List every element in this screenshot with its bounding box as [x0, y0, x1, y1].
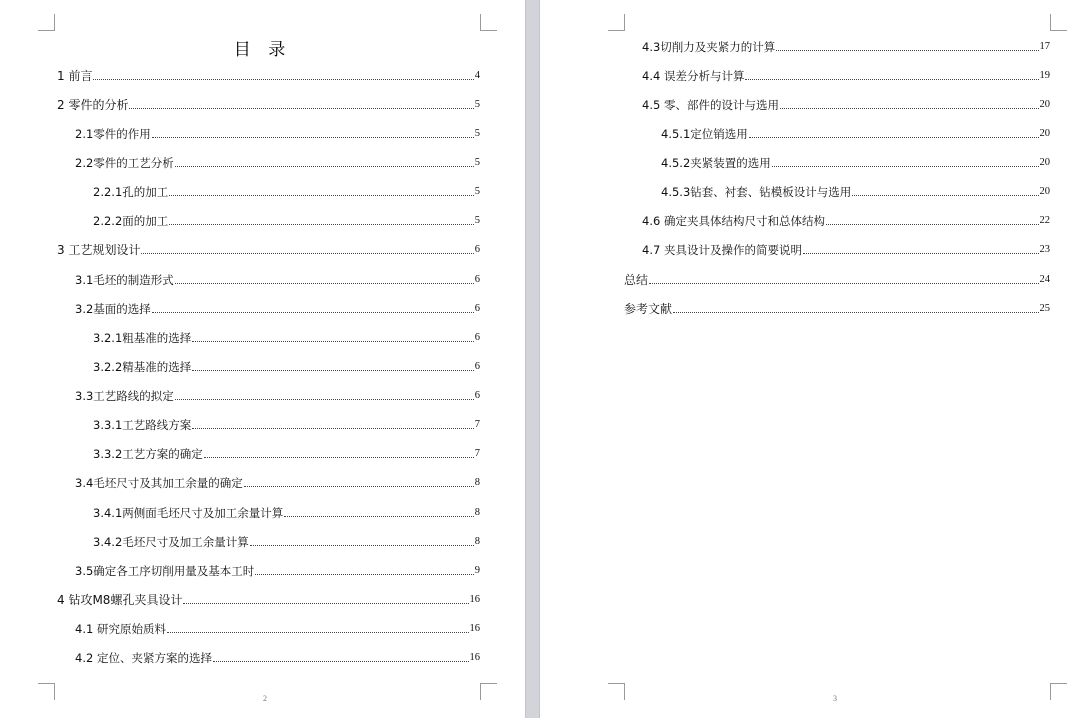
toc-entry[interactable]: [642, 67, 1050, 83]
toc-entry-page: 22: [1039, 215, 1050, 226]
toc-leader: [649, 283, 1038, 284]
toc-entry-label: 1 前言: [57, 69, 93, 83]
toc-leader: [772, 166, 1039, 167]
document-page-right: [540, 0, 1071, 718]
page-number: 2: [263, 694, 267, 703]
toc-entry-label: 3.3.2工艺方案的确定: [93, 447, 203, 461]
toc-entry-page: 6: [474, 274, 480, 285]
toc-entry-label: 3.4.1两侧面毛坯尺寸及加工余量计算: [93, 506, 284, 520]
toc-leader: [204, 457, 474, 458]
toc-entry[interactable]: [75, 649, 480, 665]
toc-entry-page: 4: [474, 70, 480, 81]
toc-entry-label: 3.2.1粗基准的选择: [93, 331, 192, 345]
toc-entry-label: 3 工艺规划设计: [57, 243, 141, 257]
toc-entry-label: 3.2.2精基准的选择: [93, 360, 192, 374]
toc-leader: [244, 486, 474, 487]
toc-leader: [183, 603, 468, 604]
page-corner-mark: [608, 683, 625, 700]
toc-entry-page: 6: [474, 361, 480, 372]
toc-entry-page: 16: [469, 623, 480, 634]
toc-entry[interactable]: [624, 300, 1050, 316]
toc-entry[interactable]: [75, 387, 480, 403]
toc-leader: [192, 341, 473, 342]
toc-entry-label: 4.6 确定夹具体结构尺寸和总体结构: [642, 214, 825, 228]
toc-leader: [175, 166, 474, 167]
toc-leader: [192, 428, 473, 429]
toc-entry-label: 2.2零件的工艺分析: [75, 156, 174, 170]
toc-leader: [141, 253, 473, 254]
toc-entry-page: 7: [474, 419, 480, 430]
toc-leader: [169, 195, 473, 196]
toc-entry-page: 9: [474, 565, 480, 576]
toc-leader: [673, 312, 1038, 313]
toc-leader: [93, 79, 473, 80]
toc-entry-page: 5: [474, 215, 480, 226]
toc-leader: [152, 312, 474, 313]
toc-entry-label: 3.5确定各工序切削用量及基本工时: [75, 564, 255, 578]
page-separator: [525, 0, 540, 718]
page-corner-mark: [38, 683, 55, 700]
toc-entry-label: 4.5 零、部件的设计与选用: [642, 98, 779, 112]
toc-entry-page: 20: [1039, 186, 1050, 197]
toc-entry-label: 2.2.1孔的加工: [93, 185, 169, 199]
toc-entry[interactable]: [661, 154, 1050, 170]
toc-entry[interactable]: [75, 271, 480, 287]
page-corner-mark: [608, 14, 625, 31]
toc-entry[interactable]: [661, 125, 1050, 141]
toc-leader: [167, 632, 469, 633]
toc-entry-page: 7: [474, 448, 480, 459]
toc-entry[interactable]: [57, 67, 480, 83]
toc-entry[interactable]: [642, 212, 1050, 228]
toc-leader: [745, 79, 1038, 80]
toc-entry-page: 17: [1039, 41, 1050, 52]
toc-entry[interactable]: [75, 125, 480, 141]
toc-entry[interactable]: [93, 329, 480, 345]
toc-leader: [749, 137, 1039, 138]
toc-entry-label: 总结: [624, 273, 649, 287]
toc-entry[interactable]: [93, 504, 480, 520]
toc-leader: [175, 399, 474, 400]
toc-leader: [780, 108, 1039, 109]
toc-entry-label: 2.2.2面的加工: [93, 214, 169, 228]
toc-entry-label: 参考文献: [624, 302, 673, 316]
toc-entry-page: 19: [1039, 70, 1050, 81]
toc-entry-label: 3.1毛坯的制造形式: [75, 273, 174, 287]
toc-entry-label: 2.1零件的作用: [75, 127, 151, 141]
toc-leader: [213, 661, 469, 662]
toc-entry-page: 24: [1039, 274, 1050, 285]
toc-entry[interactable]: [57, 241, 480, 257]
page-number: 3: [833, 694, 837, 703]
toc-entry-label: 4.5.2夹紧装置的选用: [661, 156, 771, 170]
toc-entry-page: 8: [474, 507, 480, 518]
toc-entry[interactable]: [642, 241, 1050, 257]
toc-entry-page: 20: [1039, 157, 1050, 168]
toc-entry-label: 4.4 误差分析与计算: [642, 69, 745, 83]
toc-entry-page: 6: [474, 303, 480, 314]
toc-entry-page: 23: [1039, 244, 1050, 255]
toc-entry[interactable]: [93, 416, 480, 432]
toc-entry-page: 5: [474, 128, 480, 139]
toc-entry-page: 16: [469, 652, 480, 663]
toc-leader: [129, 108, 473, 109]
toc-entry-page: 6: [474, 244, 480, 255]
toc-entry-page: 8: [474, 477, 480, 488]
toc-entry-label: 3.4.2毛坯尺寸及加工余量计算: [93, 535, 249, 549]
toc-entry[interactable]: [642, 38, 1050, 54]
toc-entry-page: 5: [474, 186, 480, 197]
toc-leader: [255, 574, 473, 575]
toc-entry-label: 3.3工艺路线的拟定: [75, 389, 174, 403]
page-corner-mark: [1050, 14, 1067, 31]
toc-leader: [826, 224, 1039, 225]
toc-entry[interactable]: [93, 445, 480, 461]
toc-entry-page: 16: [469, 594, 480, 605]
toc-entry-label: 4.3切削力及夹紧力的计算: [642, 40, 776, 54]
toc-leader: [852, 195, 1038, 196]
toc-entry[interactable]: [93, 358, 480, 374]
toc-entry[interactable]: [75, 620, 480, 636]
toc-entry[interactable]: [661, 183, 1050, 199]
toc-entry[interactable]: [93, 212, 480, 228]
toc-leader: [175, 283, 474, 284]
toc-entry[interactable]: [75, 300, 480, 316]
toc-entry[interactable]: [93, 183, 480, 199]
toc-entry[interactable]: [75, 474, 480, 490]
toc-leader: [284, 516, 473, 517]
toc-title: 目 录: [233, 40, 292, 60]
toc-leader: [152, 137, 474, 138]
toc-entry-label: 3.4毛坯尺寸及其加工余量的确定: [75, 476, 243, 490]
toc-leader: [169, 224, 473, 225]
toc-entry-page: 5: [474, 99, 480, 110]
toc-entry-label: 3.2基面的选择: [75, 302, 151, 316]
toc-entry[interactable]: [624, 271, 1050, 287]
toc-entry-label: 3.3.1工艺路线方案: [93, 418, 192, 432]
toc-leader: [803, 253, 1039, 254]
document-page-left: [0, 0, 525, 718]
toc-entry-page: 6: [474, 332, 480, 343]
toc-leader: [776, 50, 1038, 51]
toc-entry-page: 8: [474, 536, 480, 547]
toc-entry[interactable]: [642, 96, 1050, 112]
toc-entry-page: 20: [1039, 128, 1050, 139]
toc-leader: [192, 370, 473, 371]
toc-entry-label: 2 零件的分析: [57, 98, 129, 112]
toc-entry-page: 25: [1039, 303, 1050, 314]
page-corner-mark: [480, 14, 497, 31]
toc-entry[interactable]: [57, 96, 480, 112]
toc-entry-label: 4.7 夹具设计及操作的简要说明: [642, 243, 802, 257]
toc-entry[interactable]: [75, 154, 480, 170]
toc-entry-label: 4.5.1定位销选用: [661, 127, 748, 141]
page-corner-mark: [480, 683, 497, 700]
toc-entry-page: 20: [1039, 99, 1050, 110]
toc-entry-label: 4.5.3钻套、衬套、钻模板设计与选用: [661, 185, 852, 199]
toc-entry-label: 4 钻攻M8螺孔夹具设计: [57, 593, 183, 607]
page-corner-mark: [38, 14, 55, 31]
toc-entry[interactable]: [93, 533, 480, 549]
toc-entry[interactable]: [75, 562, 480, 578]
page-corner-mark: [1050, 683, 1067, 700]
toc-entry-label: 4.2 定位、夹紧方案的选择: [75, 651, 212, 665]
toc-leader: [250, 545, 474, 546]
toc-entry-label: 4.1 研究原始质料: [75, 622, 166, 636]
toc-entry[interactable]: [57, 591, 480, 607]
toc-entry-page: 5: [474, 157, 480, 168]
toc-entry-page: 6: [474, 390, 480, 401]
